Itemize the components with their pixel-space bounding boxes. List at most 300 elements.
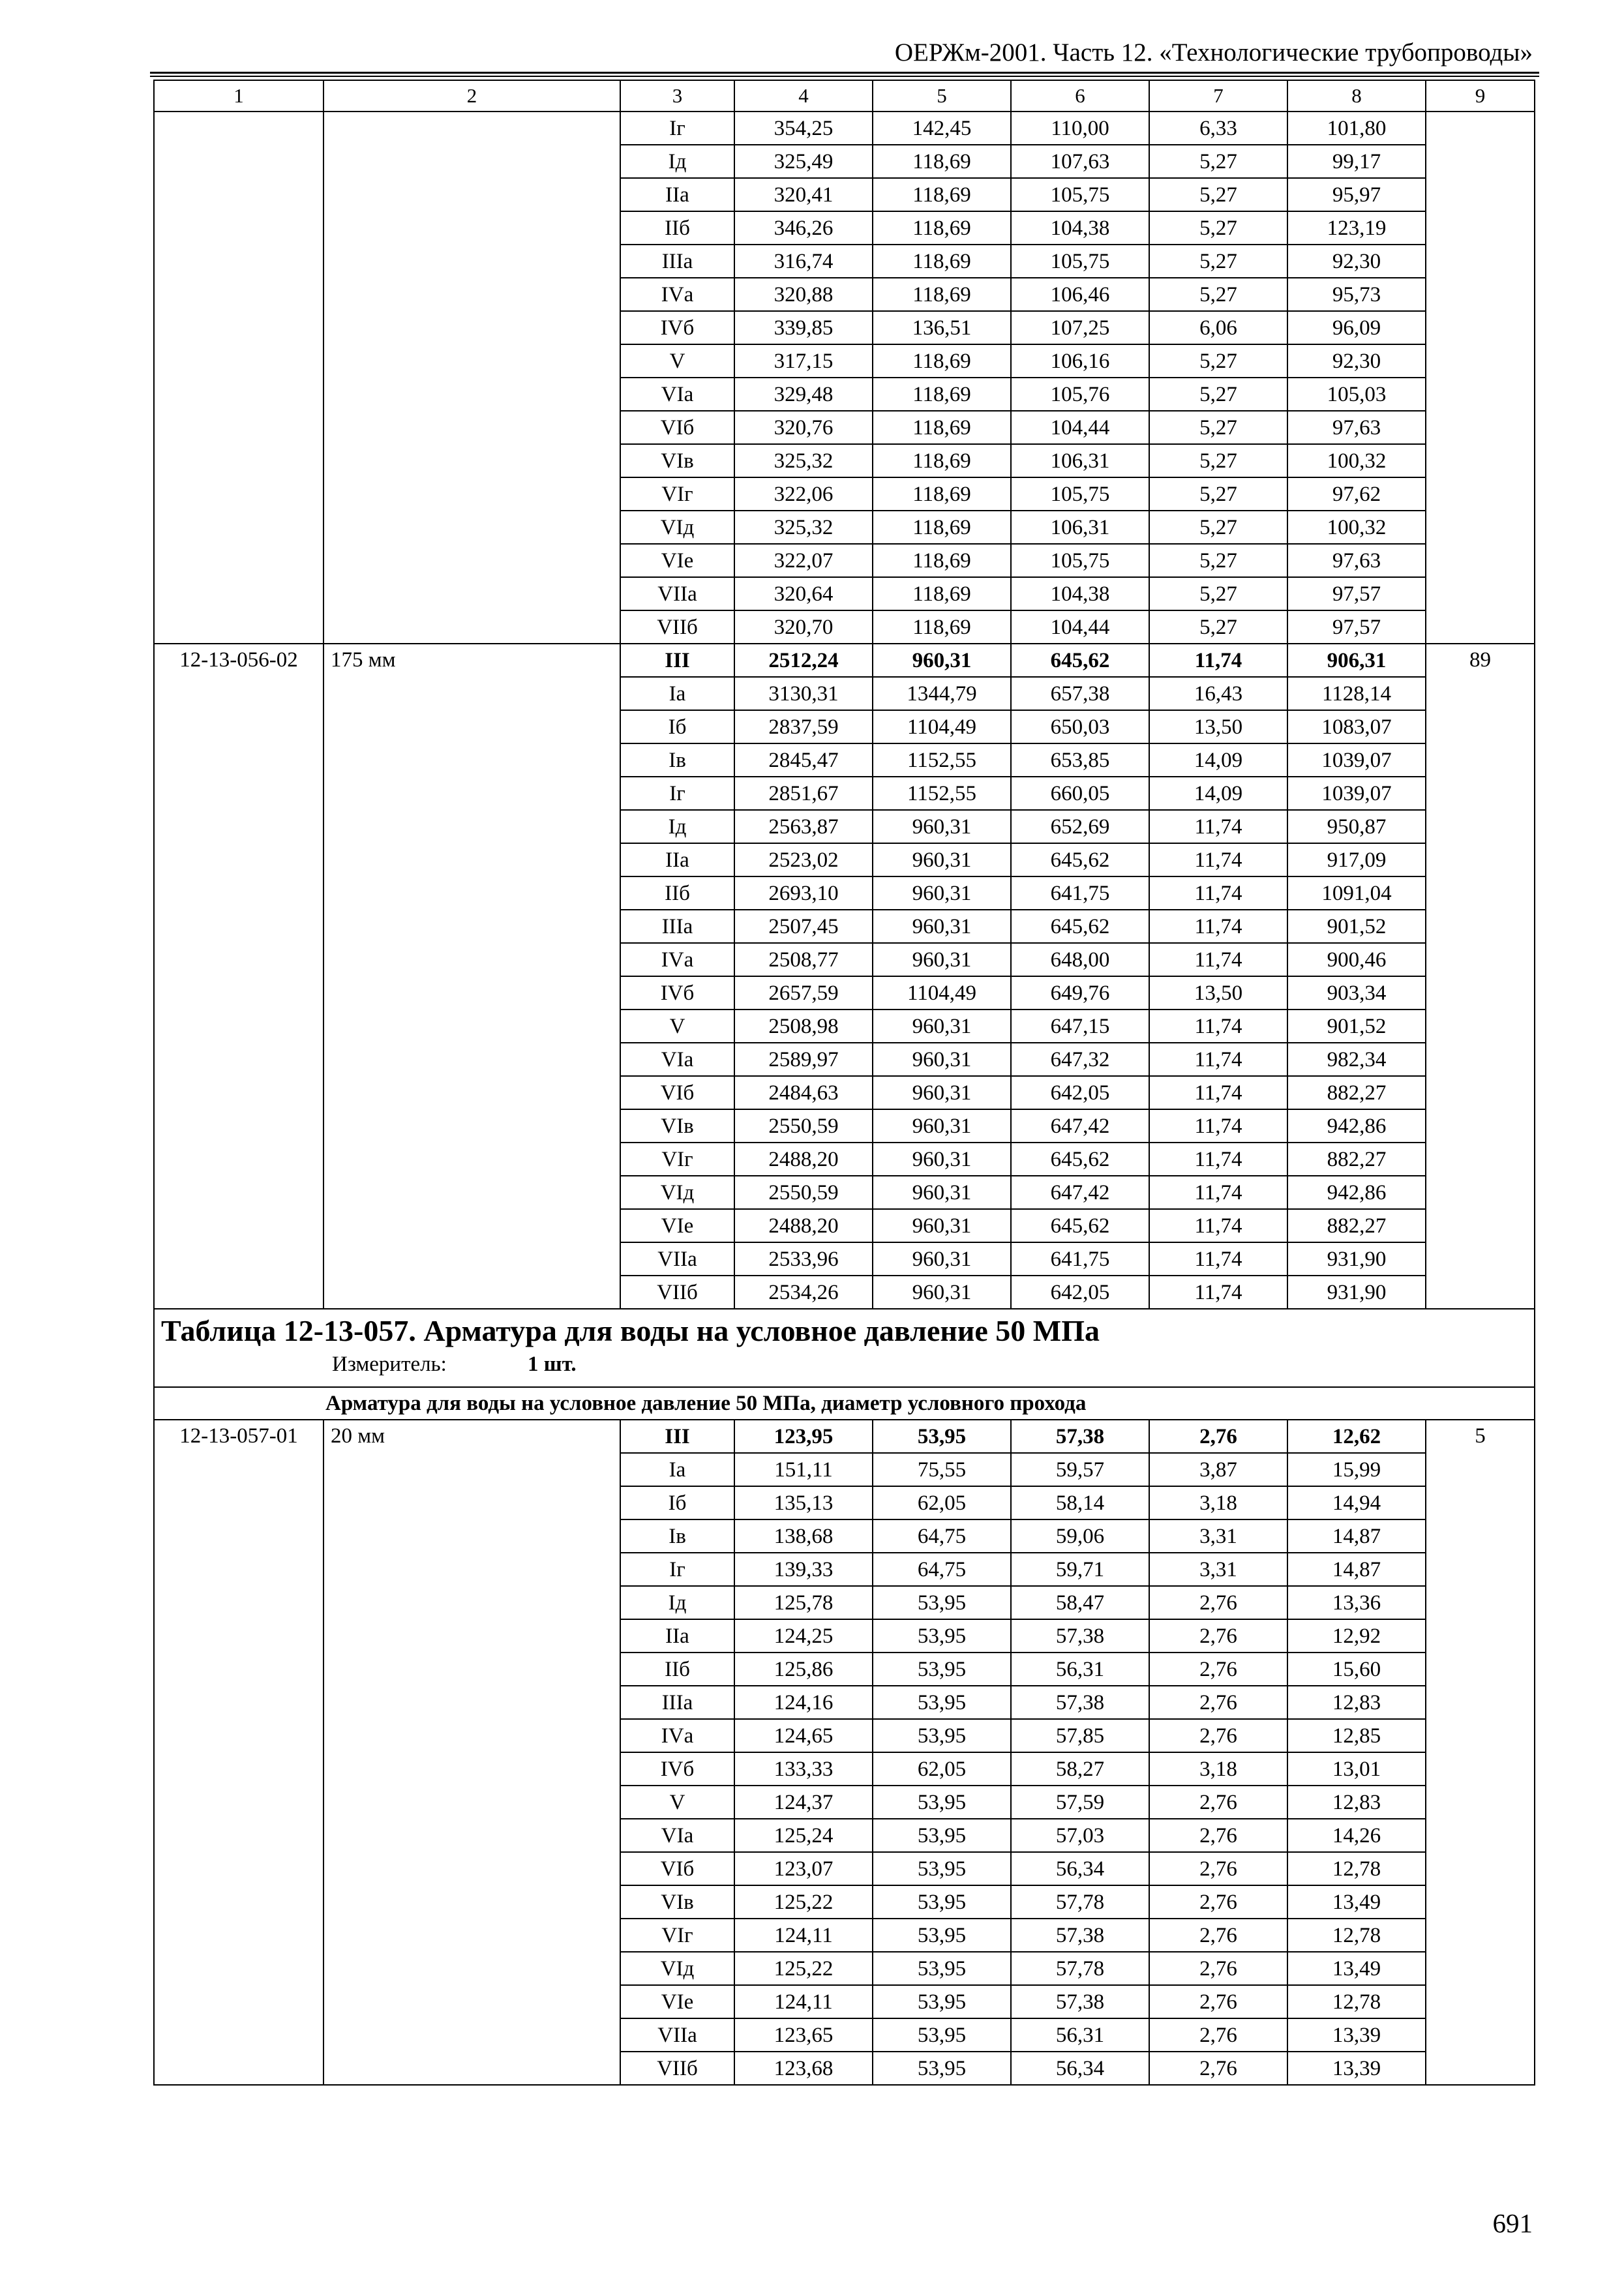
value-cell: 2693,10 [734,876,873,910]
value-cell: 107,63 [1011,145,1149,178]
value-cell: 53,95 [873,1786,1011,1819]
value-cell: 901,52 [1287,910,1426,943]
norm-code [154,112,323,644]
value-cell: 124,11 [734,1919,873,1952]
norm-description: 20 мм [323,1420,620,2085]
value-cell: 641,75 [1011,1242,1149,1276]
value-cell: 57,38 [1011,1985,1149,2018]
value-cell: 59,06 [1011,1519,1149,1553]
value-cell: 124,11 [734,1985,873,2018]
zone-cell: VIе [620,1209,734,1242]
value-cell: 124,65 [734,1719,873,1752]
value-cell: 15,99 [1287,1453,1426,1486]
value-cell: 57,38 [1011,1420,1149,1453]
zone-cell: Iг [620,1553,734,1586]
value-cell: 2,76 [1149,2052,1287,2085]
value-cell: 642,05 [1011,1076,1149,1109]
value-cell: 124,16 [734,1686,873,1719]
page-number: 691 [1492,2208,1533,2238]
value-cell: 104,44 [1011,411,1149,444]
value-cell: 53,95 [873,1952,1011,1985]
value-cell: 118,69 [873,378,1011,411]
value-cell: 647,42 [1011,1176,1149,1209]
value-cell: 5,27 [1149,245,1287,278]
value-cell: 2484,63 [734,1076,873,1109]
value-cell: 960,31 [873,1076,1011,1109]
value-cell: 123,95 [734,1420,873,1453]
value-cell: 106,46 [1011,278,1149,311]
value-cell: 106,31 [1011,511,1149,544]
value-cell: 97,57 [1287,577,1426,610]
value-cell: 942,86 [1287,1109,1426,1143]
value-cell: 1152,55 [873,777,1011,810]
value-cell: 57,78 [1011,1885,1149,1919]
value-cell: 13,01 [1287,1752,1426,1786]
value-cell: 6,06 [1149,311,1287,344]
value-cell: 931,90 [1287,1276,1426,1309]
value-cell: 151,11 [734,1453,873,1486]
value-cell: 1104,49 [873,710,1011,743]
value-cell: 118,69 [873,544,1011,577]
zone-cell: V [620,1786,734,1819]
subheading-row [154,1387,1535,1420]
zone-cell: VIв [620,1109,734,1143]
zone-cell: VIг [620,477,734,511]
zone-cell: VIг [620,1919,734,1952]
value-cell: 95,97 [1287,178,1426,211]
value-cell: 2845,47 [734,743,873,777]
value-cell: 903,34 [1287,976,1426,1010]
value-cell: 2,76 [1149,1852,1287,1885]
value-cell: 650,03 [1011,710,1149,743]
value-cell: 57,85 [1011,1719,1149,1752]
value-cell: 105,75 [1011,477,1149,511]
value-cell: 53,95 [873,1819,1011,1852]
value-cell: 118,69 [873,577,1011,610]
value-cell: 5,27 [1149,577,1287,610]
value-cell: 92,30 [1287,245,1426,278]
zone-cell: IIIа [620,1686,734,1719]
table-title-row [154,1309,1535,1387]
value-cell: 1128,14 [1287,677,1426,710]
value-cell: 14,09 [1149,777,1287,810]
value-cell: 96,09 [1287,311,1426,344]
value-cell: 13,50 [1149,976,1287,1010]
value-cell: 11,74 [1149,843,1287,876]
value-cell: 118,69 [873,477,1011,511]
value-cell: 960,31 [873,910,1011,943]
value-cell: 960,31 [873,1109,1011,1143]
value-cell: 118,69 [873,511,1011,544]
value-cell: 648,00 [1011,943,1149,976]
value-cell: 53,95 [873,1420,1011,1453]
value-cell: 118,69 [873,211,1011,245]
value-cell: 901,52 [1287,1010,1426,1043]
value-cell: 75,55 [873,1453,1011,1486]
value-cell: 316,74 [734,245,873,278]
value-cell: 118,69 [873,278,1011,311]
value-cell: 339,85 [734,311,873,344]
note-cell: 89 [1426,644,1535,1309]
table-heading [154,1309,1535,1387]
value-cell: 110,00 [1011,112,1149,145]
value-cell: 320,41 [734,178,873,211]
value-cell: 11,74 [1149,1109,1287,1143]
zone-cell: VIв [620,444,734,477]
value-cell: 2512,24 [734,644,873,677]
value-cell: 647,32 [1011,1043,1149,1076]
value-cell: 2507,45 [734,910,873,943]
value-cell: 3,18 [1149,1486,1287,1519]
value-cell: 105,76 [1011,378,1149,411]
value-cell: 12,78 [1287,1985,1426,2018]
zone-cell: IVб [620,976,734,1010]
value-cell: 118,69 [873,145,1011,178]
column-number: 6 [1011,80,1149,112]
note-cell [1426,112,1535,644]
value-cell: 645,62 [1011,1209,1149,1242]
value-cell: 2,76 [1149,1819,1287,1852]
table-row [154,112,1535,145]
zone-cell: IIб [620,876,734,910]
zone-cell: Iв [620,1519,734,1553]
value-cell: 59,57 [1011,1453,1149,1486]
value-cell: 320,64 [734,577,873,610]
zone-cell: VIа [620,1043,734,1076]
value-cell: 3,31 [1149,1553,1287,1586]
value-cell: 13,49 [1287,1885,1426,1919]
value-cell: 15,60 [1287,1653,1426,1686]
column-number: 3 [620,80,734,112]
measure-line [161,1350,1527,1379]
value-cell: 645,62 [1011,910,1149,943]
column-number: 2 [323,80,620,112]
value-cell: 2,76 [1149,1619,1287,1653]
header-rule [150,72,1539,74]
value-cell: 14,87 [1287,1553,1426,1586]
value-cell: 320,76 [734,411,873,444]
value-cell: 56,31 [1011,1653,1149,1686]
value-cell: 5,27 [1149,610,1287,644]
value-cell: 12,92 [1287,1619,1426,1653]
value-cell: 645,62 [1011,644,1149,677]
zone-cell: IIIа [620,245,734,278]
value-cell: 14,87 [1287,1519,1426,1553]
value-cell: 124,37 [734,1786,873,1819]
value-cell: 58,14 [1011,1486,1149,1519]
zone-cell: Iб [620,710,734,743]
value-cell: 12,78 [1287,1919,1426,1952]
value-cell: 6,33 [1149,112,1287,145]
value-cell: 92,30 [1287,344,1426,378]
column-number: 1 [154,80,323,112]
value-cell: 12,85 [1287,1719,1426,1752]
zone-cell: VIд [620,1176,734,1209]
value-cell: 960,31 [873,1209,1011,1242]
value-cell: 118,69 [873,444,1011,477]
value-cell: 2,76 [1149,1952,1287,1985]
value-cell: 653,85 [1011,743,1149,777]
value-cell: 2523,02 [734,843,873,876]
value-cell: 142,45 [873,112,1011,145]
value-cell: 125,78 [734,1586,873,1619]
zone-cell: VIIа [620,2018,734,2052]
zone-cell: VIд [620,1952,734,1985]
value-cell: 13,39 [1287,2018,1426,2052]
value-cell: 97,63 [1287,544,1426,577]
zone-cell: IIб [620,211,734,245]
zone-cell: VIд [620,511,734,544]
value-cell: 57,38 [1011,1686,1149,1719]
value-cell: 1039,07 [1287,777,1426,810]
value-cell: 14,26 [1287,1819,1426,1852]
value-cell: 322,06 [734,477,873,511]
header-rule [150,76,1539,77]
value-cell: 118,69 [873,411,1011,444]
value-cell: 136,51 [873,311,1011,344]
value-cell: 982,34 [1287,1043,1426,1076]
value-cell: 16,43 [1149,677,1287,710]
zone-cell: VIб [620,1076,734,1109]
value-cell: 123,19 [1287,211,1426,245]
value-cell: 2657,59 [734,976,873,1010]
value-cell: 57,78 [1011,1952,1149,1985]
value-cell: 641,75 [1011,876,1149,910]
value-cell: 12,62 [1287,1420,1426,1453]
zone-cell: III [620,1420,734,1453]
value-cell: 322,07 [734,544,873,577]
zone-cell: VIIа [620,577,734,610]
value-cell: 2851,67 [734,777,873,810]
zone-cell: V [620,344,734,378]
value-cell: 657,38 [1011,677,1149,710]
zone-cell: VIа [620,1819,734,1852]
value-cell: 56,34 [1011,1852,1149,1885]
value-cell: 325,32 [734,444,873,477]
zone-cell: V [620,1010,734,1043]
value-cell: 11,74 [1149,943,1287,976]
value-cell: 5,27 [1149,178,1287,211]
value-cell: 100,32 [1287,511,1426,544]
value-cell: 325,49 [734,145,873,178]
value-cell: 960,31 [873,1176,1011,1209]
column-number: 5 [873,80,1011,112]
value-cell: 105,75 [1011,178,1149,211]
value-cell: 11,74 [1149,1143,1287,1176]
value-cell: 58,27 [1011,1752,1149,1786]
value-cell: 960,31 [873,644,1011,677]
zone-cell: IVб [620,1752,734,1786]
value-cell: 106,31 [1011,444,1149,477]
value-cell: 57,03 [1011,1819,1149,1852]
value-cell: 2,76 [1149,1686,1287,1719]
value-cell: 11,74 [1149,1043,1287,1076]
value-cell: 917,09 [1287,843,1426,876]
value-cell: 942,86 [1287,1176,1426,1209]
value-cell: 64,75 [873,1519,1011,1553]
value-cell: 5,27 [1149,145,1287,178]
value-cell: 53,95 [873,1653,1011,1686]
value-cell: 317,15 [734,344,873,378]
value-cell: 2,76 [1149,2018,1287,2052]
value-cell: 11,74 [1149,910,1287,943]
value-cell: 11,74 [1149,1076,1287,1109]
note-cell: 5 [1426,1420,1535,2085]
value-cell: 56,34 [1011,2052,1149,2085]
norm-code: 12-13-057-01 [154,1420,323,2085]
value-cell: 5,27 [1149,511,1287,544]
value-cell: 346,26 [734,211,873,245]
value-cell: 53,95 [873,2052,1011,2085]
value-cell: 3,31 [1149,1519,1287,1553]
value-cell: 2508,98 [734,1010,873,1043]
table-row [154,1420,1535,1453]
value-cell: 104,44 [1011,610,1149,644]
value-cell: 900,46 [1287,943,1426,976]
measure-label: Измеритель: [332,1353,447,1376]
value-cell: 11,74 [1149,1010,1287,1043]
value-cell: 11,74 [1149,1276,1287,1309]
value-cell: 2,76 [1149,1586,1287,1619]
value-cell: 3,18 [1149,1752,1287,1786]
value-cell: 12,83 [1287,1686,1426,1719]
value-cell: 2,76 [1149,1919,1287,1952]
value-cell: 950,87 [1287,810,1426,843]
value-cell: 13,49 [1287,1952,1426,1985]
value-cell: 5,27 [1149,344,1287,378]
zone-cell: Iа [620,1453,734,1486]
value-cell: 660,05 [1011,777,1149,810]
value-cell: 5,27 [1149,278,1287,311]
norms-table [153,80,1535,2086]
zone-cell: IVа [620,278,734,311]
zone-cell: VIIб [620,1276,734,1309]
value-cell: 931,90 [1287,1242,1426,1276]
value-cell: 97,57 [1287,610,1426,644]
value-cell: 123,65 [734,2018,873,2052]
value-cell: 2508,77 [734,943,873,976]
value-cell: 105,75 [1011,544,1149,577]
value-cell: 11,74 [1149,810,1287,843]
column-number: 9 [1426,80,1535,112]
value-cell: 11,74 [1149,644,1287,677]
value-cell: 320,70 [734,610,873,644]
value-cell: 105,03 [1287,378,1426,411]
value-cell: 2550,59 [734,1109,873,1143]
value-cell: 124,25 [734,1619,873,1653]
value-cell: 882,27 [1287,1076,1426,1109]
value-cell: 2,76 [1149,1885,1287,1919]
value-cell: 647,42 [1011,1109,1149,1143]
value-cell: 106,16 [1011,344,1149,378]
value-cell: 354,25 [734,112,873,145]
zone-cell: III [620,644,734,677]
value-cell: 2488,20 [734,1209,873,1242]
value-cell: 1104,49 [873,976,1011,1010]
value-cell: 53,95 [873,1985,1011,2018]
value-cell: 118,69 [873,610,1011,644]
value-cell: 118,69 [873,245,1011,278]
value-cell: 2,76 [1149,1786,1287,1819]
value-cell: 2,76 [1149,1653,1287,1686]
zone-cell: Iд [620,1586,734,1619]
value-cell: 320,88 [734,278,873,311]
value-cell: 138,68 [734,1519,873,1553]
zone-cell: IIIа [620,910,734,943]
value-cell: 1083,07 [1287,710,1426,743]
value-cell: 882,27 [1287,1143,1426,1176]
value-cell: 14,09 [1149,743,1287,777]
value-cell: 14,94 [1287,1486,1426,1519]
zone-cell: Iб [620,1486,734,1519]
value-cell: 2534,26 [734,1276,873,1309]
zone-cell: Iд [620,145,734,178]
value-cell: 11,74 [1149,1209,1287,1242]
running-header: ОЕРЖм-2001. Часть 12. «Технологические трубопроводы» [894,38,1533,67]
value-cell: 2,76 [1149,1719,1287,1752]
zone-cell: VIв [620,1885,734,1919]
value-cell: 13,50 [1149,710,1287,743]
value-cell: 97,62 [1287,477,1426,511]
zone-cell: Iг [620,112,734,145]
value-cell: 960,31 [873,1043,1011,1076]
norm-description [323,112,620,644]
zone-cell: Iг [620,777,734,810]
value-cell: 118,69 [873,344,1011,378]
zone-cell: IIа [620,178,734,211]
value-cell: 104,38 [1011,577,1149,610]
value-cell: 13,36 [1287,1586,1426,1619]
value-cell: 62,05 [873,1486,1011,1519]
value-cell: 97,63 [1287,411,1426,444]
value-cell: 12,78 [1287,1852,1426,1885]
value-cell: 125,24 [734,1819,873,1852]
value-cell: 11,74 [1149,876,1287,910]
value-cell: 100,32 [1287,444,1426,477]
value-cell: 105,75 [1011,245,1149,278]
value-cell: 13,39 [1287,2052,1426,2085]
value-cell: 1152,55 [873,743,1011,777]
zone-cell: VIб [620,411,734,444]
zone-cell: VIе [620,544,734,577]
value-cell: 53,95 [873,1852,1011,1885]
value-cell: 906,31 [1287,644,1426,677]
value-cell: 12,83 [1287,1786,1426,1819]
zone-cell: VIIа [620,1242,734,1276]
table-body [154,80,1535,2085]
value-cell: 53,95 [873,1719,1011,1752]
value-cell: 960,31 [873,1143,1011,1176]
value-cell: 123,07 [734,1852,873,1885]
value-cell: 645,62 [1011,1143,1149,1176]
value-cell: 2,76 [1149,1985,1287,2018]
zone-cell: IVа [620,943,734,976]
value-cell: 118,69 [873,178,1011,211]
value-cell: 133,33 [734,1752,873,1786]
value-cell: 125,86 [734,1653,873,1686]
value-cell: 652,69 [1011,810,1149,843]
value-cell: 53,95 [873,1619,1011,1653]
value-cell: 2,76 [1149,1420,1287,1453]
norm-code: 12-13-056-02 [154,644,323,1309]
value-cell: 53,95 [873,1919,1011,1952]
value-cell: 3130,31 [734,677,873,710]
value-cell: 645,62 [1011,843,1149,876]
value-cell: 104,38 [1011,211,1149,245]
value-cell: 11,74 [1149,1176,1287,1209]
value-cell: 57,38 [1011,1619,1149,1653]
value-cell: 2589,97 [734,1043,873,1076]
